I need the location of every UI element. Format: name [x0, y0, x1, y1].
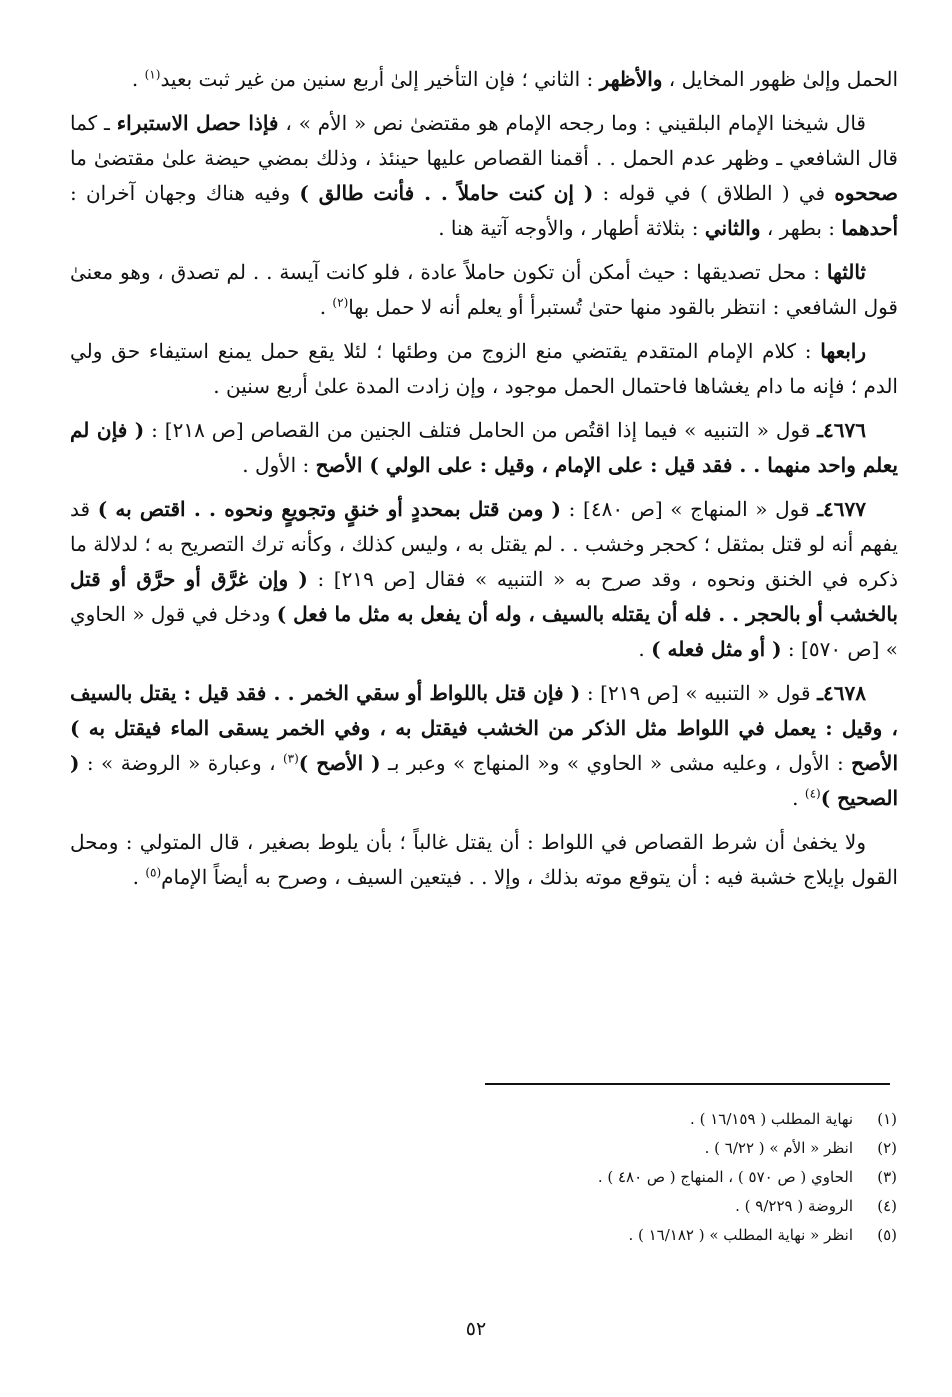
text-segment: قول « التنبيه » فيما إذا اقتُص من الحامل فتلف الجنين من القصاص [ص ٢١٨] :: [144, 418, 818, 442]
footnote-separator: [485, 1083, 890, 1085]
text-segment: .: [132, 865, 146, 889]
text-segment: ـ كما قال الشافعي ـ وظهر عدم الحمل . . أقمنا القصاص عليها حينئذ ، وذلك بمضي حيضة علىٰ مقتضىٰ ما: [70, 111, 898, 170]
text-segment: : بثلاثة أطهار ، والأوجه آتية هنا .: [438, 216, 705, 240]
footnote-ref: (١): [144, 67, 161, 82]
footnote: [277, 1163, 897, 1192]
bold-text: ( أو مثل فعله ): [651, 637, 782, 661]
footnote: [277, 1192, 897, 1221]
bold-text: ٤٦٧٦ـ: [817, 418, 866, 442]
footnote-number: (٥): [877, 1226, 897, 1244]
bold-text: والثاني: [704, 216, 761, 240]
paragraph: [70, 413, 898, 483]
footnote-ref: (٤): [804, 786, 821, 801]
bold-text: صححوه: [834, 181, 898, 205]
footnote-ref: (٢): [332, 295, 349, 310]
text-segment: ودخل في قول « الحاوي » [ص ٥٧٠] :: [70, 602, 898, 661]
text-segment: قال شيخنا الإمام البلقيني : وما رجحه الإمام هو مقتضىٰ نص « الأم » ،: [278, 111, 866, 135]
bold-text: ٤٦٧٧ـ: [817, 497, 867, 521]
bold-text: ( وإن غرَّق أو حرَّق أو قتل بالخشب أو بالحجر . . فله أن يقتله بالسيف ، وله أن يفعل به مثل ما فعل ): [70, 567, 898, 626]
bold-text: ( إن كنت حاملاً . . فأنت طالق ): [299, 181, 594, 205]
text-segment: .: [792, 786, 805, 810]
text-segment: .: [131, 67, 145, 91]
bold-text: فإذا حصل الاستبراء: [116, 111, 279, 135]
paragraph: [70, 492, 898, 667]
paragraph: [70, 334, 898, 404]
text-segment: قد يفهم أنه لو قتل بمثقل ؛ كحجر وخشب . . لم يقتل به ، وليس كذلك ، وكأنه ترك التصريح به ؛ لدلالة ما ذكره في الخنق ونحوه ، وقد صرح به « التنبيه » فقال [ص ٢١٩] :: [70, 497, 898, 591]
footnotes: [277, 1105, 897, 1250]
text-segment: .: [638, 637, 652, 661]
text-segment: ولا يخفىٰ أن شرط القصاص في اللواط : أن يقتل غالباً ؛ بأن يلوط بصغير ، قال المتولي : ومحل القول بإيلاج خشبة فيه : أن يتوقع موته بذلك ، وإلا . . فيتعين السيف ، وصرح به أيضاً الإمام: [70, 830, 898, 889]
text-segment: : كلام الإمام المتقدم يقتضي منع الزوج من وطئها ؛ لئلا يقع حمل يمنع استيفاء حق ولي الدم ؛ فإنه ما دام يغشاها فاحتمال الحمل موجود ، وإن زادت المدة علىٰ أربع سنين .: [70, 339, 898, 398]
footnote-number: (٢): [877, 1139, 897, 1157]
footnote-ref: (٣): [282, 751, 299, 766]
bold-text: رابعها: [820, 339, 866, 363]
bold-text: والأظهر: [599, 67, 663, 91]
footnote-number: (٣): [877, 1168, 897, 1186]
bold-text: ثالثها: [826, 260, 866, 284]
paragraph: [70, 106, 898, 246]
footnote-text: انظر « نهاية المطلب » ( ١٦/١٨٢ ) .: [628, 1226, 853, 1244]
page-number: ٥٢: [465, 1318, 487, 1340]
footnote-text: الروضة ( ٩/٢٢٩ ) .: [735, 1197, 853, 1215]
text-segment: وفيه هناك وجهان آخران :: [70, 181, 300, 205]
main-text: [70, 62, 898, 904]
text-segment: الحمل وإلىٰ ظهور المخايل ،: [662, 67, 898, 91]
footnote-text: نهاية المطلب ( ١٦/١٥٩ ) .: [690, 1110, 853, 1128]
footnote: [277, 1221, 897, 1250]
text-segment: قول « التنبيه » [ص ٢١٩] :: [580, 681, 818, 705]
bold-text: ( فإن قتل باللواط أو سقي الخمر . . فقد قيل : يقتل بالسيف ، وقيل : يعمل في اللواط مثل الذكر من الخشب فيقتل به ، وفي الخمر يسقى الماء فيقتل به ) الأصح: [70, 681, 898, 775]
paragraph: [70, 255, 898, 325]
text-segment: : الثاني ؛ فإن التأخير إلىٰ أربع سنين من غير ثبت بعيد: [160, 67, 600, 91]
footnote-text: انظر « الأم » ( ٦/٢٢ ) .: [704, 1139, 853, 1157]
bold-text: ( ومن قتل بمحددٍ أو خنقٍ وتجويعٍ ونحوه . . اقتص به ): [97, 497, 562, 521]
bold-text: أحدهما: [841, 216, 898, 240]
text-segment: قول « المنهاج » [ص ٤٨٠] :: [561, 497, 818, 521]
bold-text: ( الصحيح ): [70, 751, 898, 810]
text-segment: : محل تصديقها : حيث أمكن أن تكون حاملاً عادة ، فلو كانت آيسة . . لم تصدق ، وهو معنىٰ قول الشافعي : انتظر بالقود منها حتىٰ تُستبرأ أو يعلم أنه لا حمل بها: [70, 260, 898, 319]
paragraph: [70, 825, 898, 895]
footnote-ref: (٥): [145, 865, 162, 880]
text-segment: : بطهر ،: [760, 216, 842, 240]
text-segment: في ( الطلاق ) في قوله :: [593, 181, 835, 205]
bold-text: ٤٦٧٨ـ: [817, 681, 866, 705]
footnote-number: (٤): [877, 1197, 897, 1215]
text-segment: ، وعبارة « الروضة » :: [79, 751, 283, 775]
footnote-number: (١): [877, 1110, 897, 1128]
paragraph: [70, 62, 898, 97]
footnote: [277, 1105, 897, 1134]
footnote: [277, 1134, 897, 1163]
footnote-text: الحاوي ( ص ٥٧٠ ) ، المنهاج ( ص ٤٨٠ ) .: [597, 1168, 853, 1186]
bold-text: ( فإن لم يعلم واحد منهما . . فقد قيل : على الإمام ، وقيل : على الولي ) الأصح: [70, 418, 898, 477]
bold-text: ( الأصح ): [298, 751, 381, 775]
text-segment: : الأول .: [242, 453, 316, 477]
paragraph: [70, 676, 898, 816]
text-segment: : الأول ، وعليه مشى « الحاوي » و« المنهاج » وعبر بـ: [380, 751, 852, 775]
text-segment: .: [319, 295, 333, 319]
